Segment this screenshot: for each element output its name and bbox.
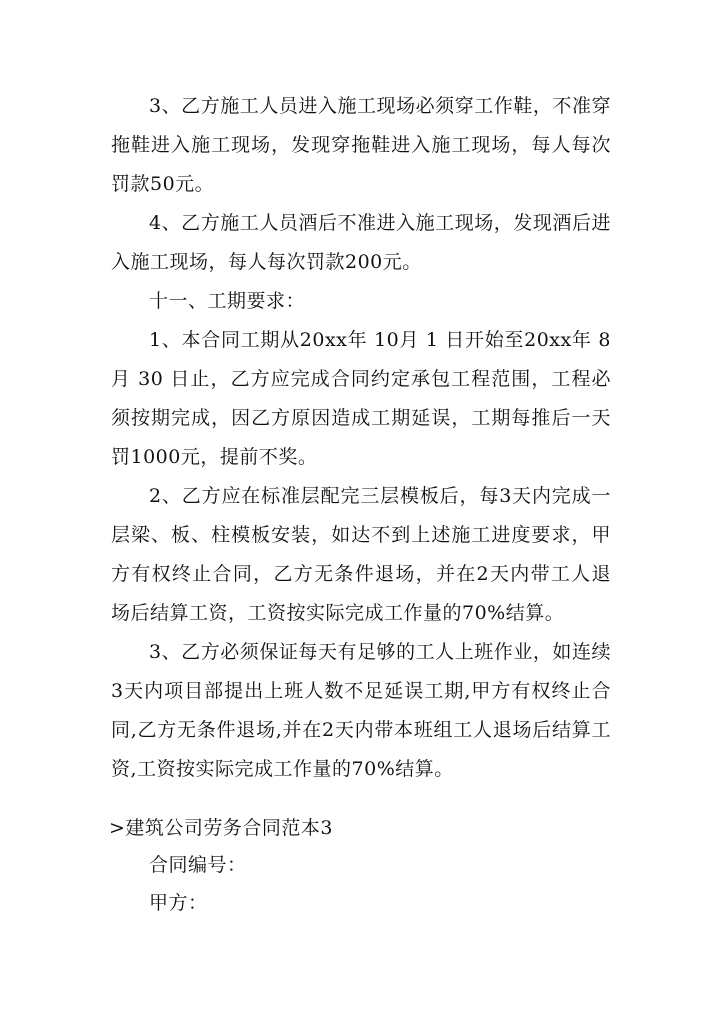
clause-3-work-shoes: 3、乙方施工人员进入施工现场必须穿工作鞋，不准穿拖鞋进入施工现场，发现穿拖鞋进入施工现场，每人每次罚款50元。 xyxy=(111,95,611,195)
party-a-label: 甲方： xyxy=(149,892,208,914)
schedule-clause-1: 1、本合同工期从20xx年 10月 1 日开始至20xx年 8 月 30 日止，乙方应完成合同约定承包工程范围，工程必须按期完成，因乙方原因造成工期延误，工期每推后一天罚1000元，提前不奖。 xyxy=(111,329,611,468)
next-contract-title: >建筑公司劳务合同范本3 xyxy=(109,817,334,839)
section-heading-schedule: 十一、工期要求： xyxy=(149,290,306,312)
contract-number-label: 合同编号： xyxy=(149,854,247,876)
schedule-clause-3: 3、乙方必须保证每天有足够的工人上班作业，如连续3天内项目部提出上班人数不足延误工期,甲方有权终止合同,乙方无条件退场,并在2天内带本班组工人退场后结算工资,工资按实际完成工作量的70%结算。 xyxy=(111,641,611,780)
schedule-clause-2: 2、乙方应在标准层配完三层模板后，每3天内完成一层梁、板、柱模板安装，如达不到上述施工进度要求，甲方有权终止合同，乙方无条件退场，并在2天内带工人退场后结算工资，工资按实际完成工作量的70%结算。 xyxy=(111,485,611,624)
clause-4-drinking: 4、乙方施工人员酒后不准进入施工现场，发现酒后进入施工现场，每人每次罚款200元。 xyxy=(111,212,611,273)
